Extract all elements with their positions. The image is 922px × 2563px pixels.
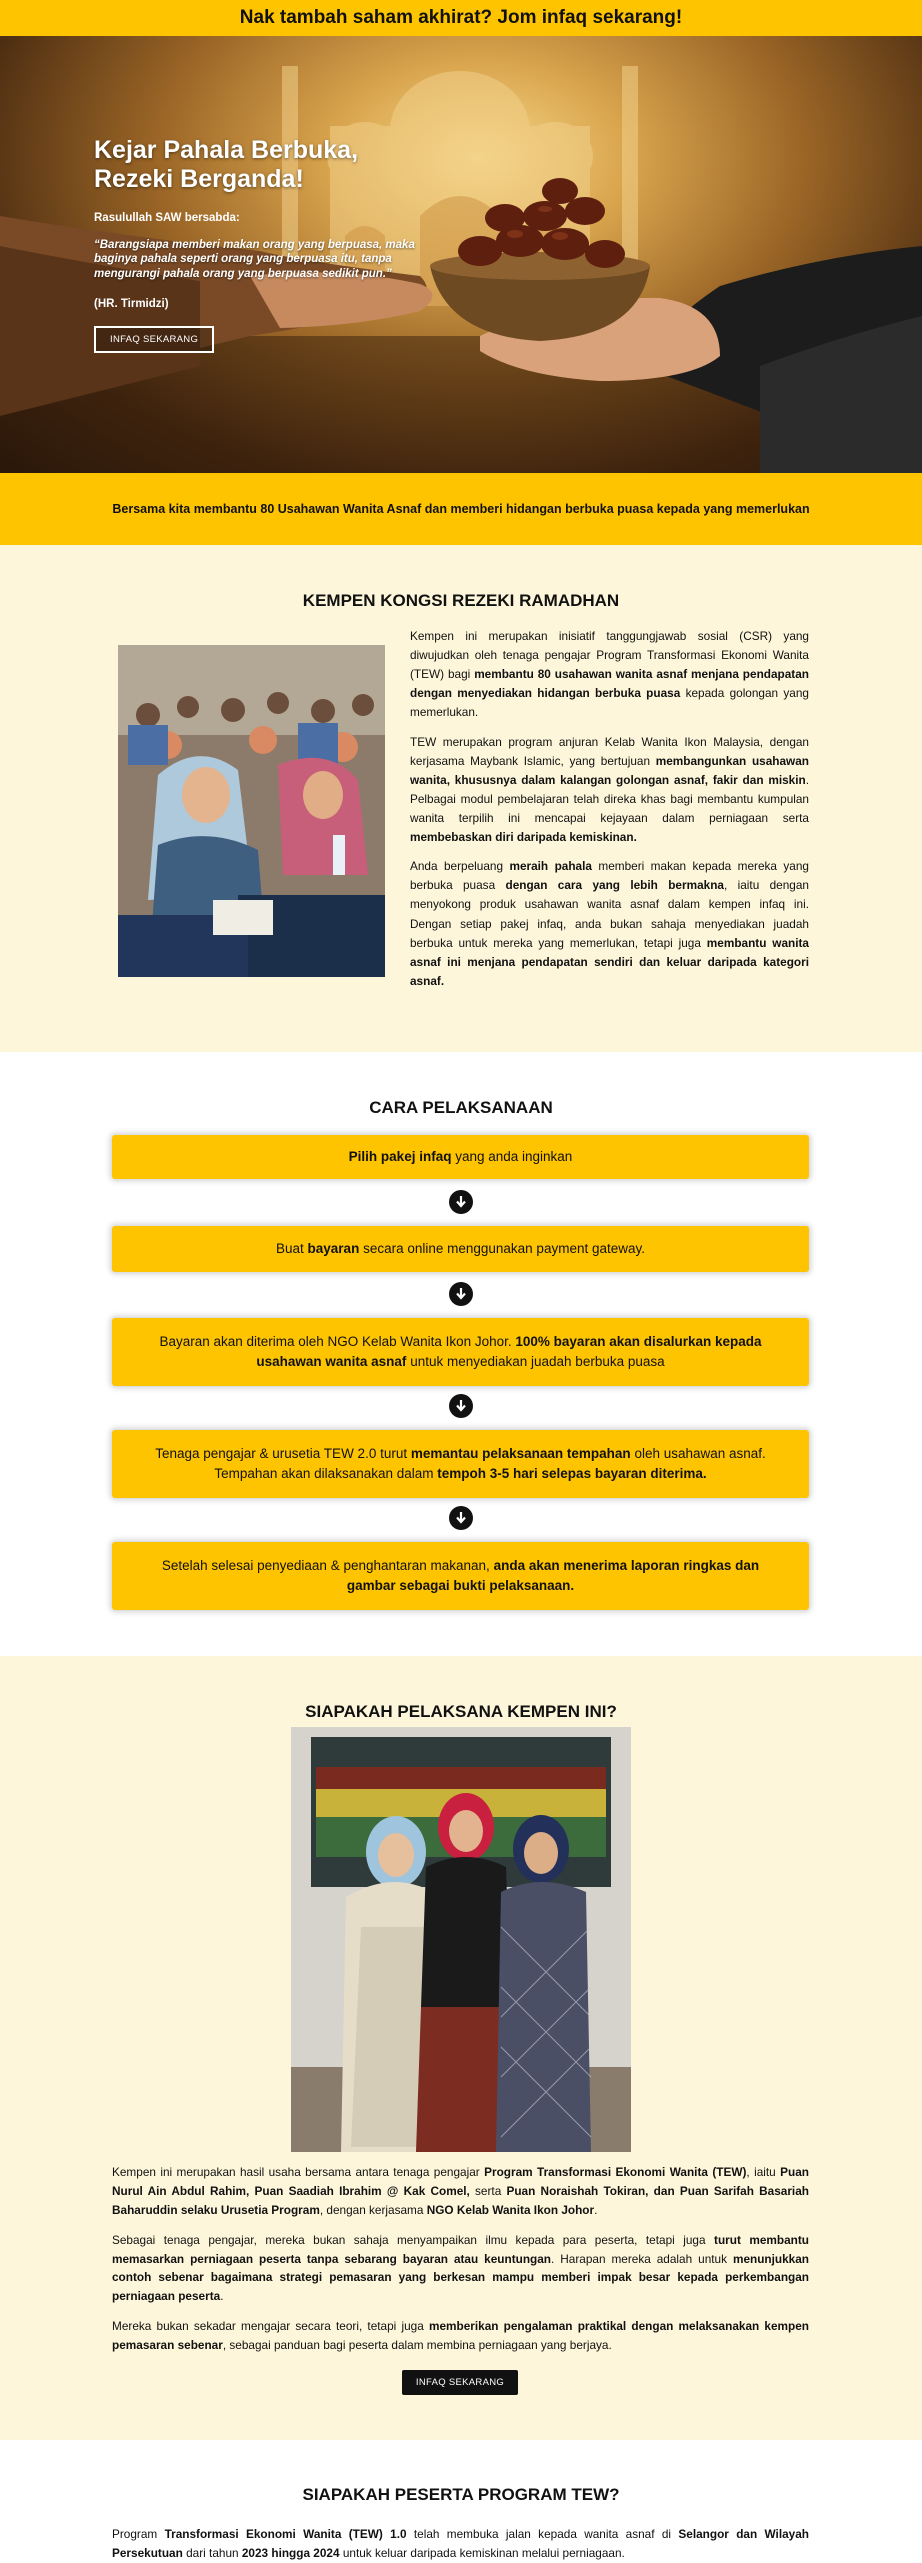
text: , dengan kerjasama [319,2202,427,2217]
text: , sebagai panduan bagi peserta dalam membina perniagaan yang berjaya. [222,2338,612,2352]
text-strong: Program Transformasi Ekonomi Wanita (TEW) [484,2165,747,2179]
text-strong: membantu wanita asnaf ini menjana pendapatan sendiri dan keluar daripada kategori asnaf. [410,935,809,988]
text-strong: membantu 80 usahawan wanita asnaf menjana pendapatan dengan menyediakan hidangan berbuka puasa [410,667,809,701]
step-2 [112,1226,809,1272]
text-strong: menunjukkan contoh sebenar bagaimana strategi pemasaran yang berkesan mampu memberi impak besar kepada perkembangan perniagaan peserta [112,2251,809,2304]
organizers-description [112,2163,809,2366]
text: untuk menyediakan juadah berbuka puasa [406,1354,665,1369]
text-strong: meraih pahala [509,859,592,874]
hero-title-line-2: Rezeki Berganda! [94,164,304,193]
mission-strip [0,473,922,545]
text-strong: Puan Noraishah Tokiran, dan Puan Sarifah Basariah Baharuddin selaku Urusetia Program [112,2183,809,2217]
text-strong: Transformasi Ekonomi Wanita (TEW) 1.0 [164,2527,407,2541]
text: dari tahun [182,2545,242,2560]
hadith-citation: (HR. Tirmidzi) [94,298,169,311]
text-strong: membebaskan diri daripada kemiskinan. [410,830,637,845]
text-strong: Selangor dan Wilayah Persekutuan [112,2527,809,2560]
announcement-bar [0,0,922,36]
text: Kempen ini merupakan inisiatif tanggungjawab sosial (CSR) yang diwujudkan oleh tenaga pengajar Program Transformasi Ekonomi Wanita (TEW) bagi [410,629,809,682]
text: Anda berpeluang [410,859,510,874]
text: serta [469,2183,507,2198]
arrow-down-circle-icon [449,1190,473,1214]
hero-content [94,136,434,353]
organizers-paragraph-3 [112,2317,809,2355]
campaign-paragraph-1 [410,627,809,723]
text-strong: dengan cara yang lebih bermakna [505,878,724,893]
text-strong: memberikan pengalaman praktikal dengan melaksanakan kempen pemasaran sebenar [112,2319,809,2352]
text: . Pelbagai modul pembelajaran telah direka khas bagi membantu kumpulan wanita terpilih ini mencapai kejayaan dalam perniagaan serta [410,772,809,825]
text: Setelah selesai penyediaan & penghantaran makanan, [161,1558,494,1574]
hadith-quote: “Barangsiapa memberi makan orang yang berpuasa, maka baginya pahala seperti orang yang berpuasa itu, tanpa mengurangi pahala orang yang berpuasa sedikit pun.” [94,238,415,281]
text-strong: memantau pelaksanaan tempahan [410,1446,631,1462]
text: Buat [276,1241,308,1257]
campaign-section [0,545,922,1052]
text: Bayaran akan diterima oleh NGO Kelab Wanita Ikon Johor. [159,1334,516,1350]
mission-text: Bersama kita membantu 80 Usahawan Wanita Asnaf dan memberi hidangan berbuka puasa kepada yang memerlukan [112,502,810,516]
organizers-title: SIAPAKAH PELAKSANA KEMPEN INI? [305,1702,617,1721]
text: , iaitu dengan menyokong produk usahawan wanita asnaf dalam kempen infaq ini. Dengan setiap pakej infaq, anda bukan sahaja menyediakan juadah berbuka untuk mereka yang memerlukan, tetapi juga [410,878,809,950]
arrow-down-circle-icon [449,1506,473,1530]
text: memberi makan kepada mereka yang berbuka puasa [410,859,809,893]
arrow-down-circle-icon [449,1394,473,1418]
text-strong: Pilih pakej infaq [348,1149,452,1165]
organizers-infaq-button[interactable]: INFAQ SEKARANG [402,2370,518,2395]
text: . [594,2202,598,2217]
campaign-paragraph-3 [410,857,809,991]
text: . Harapan mereka adalah untuk [551,2251,733,2266]
text: telah membuka jalan kepada wanita asnaf di [406,2527,679,2541]
organizers-paragraph-2 [112,2231,809,2307]
workshop-photo [118,645,385,977]
campaign-title: KEMPEN KONGSI REZEKI RAMADHAN [302,591,620,610]
how-it-works-section [0,1052,922,1656]
hero-title-line-1: Kejar Pahala Berbuka, [94,136,359,164]
text-strong: Puan Nurul Ain Abdul Rahim, Puan Saadiah Ibrahim @ Kak Comel, [112,2165,809,2198]
step-4 [112,1430,809,1498]
text-strong: 100% bayaran akan disalurkan kepada usahawan wanita asnaf [256,1334,762,1369]
text: Mereka bukan sekadar mengajar secara teori, tetapi juga [112,2319,429,2334]
organizers-photo [291,1727,631,2152]
hero-infaq-button[interactable]: INFAQ SEKARANG [94,326,214,353]
text-strong: membangunkan usahawan wanita, khususnya dalam kalangan golongan asnaf, fakir dan miskin [410,753,809,787]
organizers-paragraph-1 [112,2163,809,2220]
text-strong: turut membantu memasarkan perniagaan peserta tanpa sebarang bayaran atau keuntungan [112,2232,809,2266]
text-strong: NGO Kelab Wanita Ikon Johor [426,2202,595,2217]
text: kepada golongan yang memerlukan. [410,686,809,720]
text: oleh usahawan asnaf. Tempahan akan dilaksanakan dalam [214,1446,766,1481]
step-5 [112,1542,809,1610]
text: untuk keluar daripada kemiskinan melalui perniagaan. [339,2545,625,2560]
participants-title: SIAPAKAH PESERTA PROGRAM TEW? [302,2485,620,2504]
text: , iaitu [746,2165,781,2179]
text: Program [112,2527,165,2541]
text: Sebagai tenaga pengajar, mereka bukan sahaja menyampaikan ilmu kepada para peserta, tetapi juga [112,2232,715,2247]
text-strong: anda akan menerima laporan ringkas dan gambar sebagai bukti pelaksanaan. [346,1558,760,1593]
hero-banner [0,36,922,473]
arrow-down-circle-icon [449,1282,473,1306]
hero-title [94,136,434,194]
step-1 [112,1135,809,1179]
text: Kempen ini merupakan hasil usaha bersama antara tenaga pengajar [112,2165,485,2179]
participants-section [0,2440,922,2560]
hero-subtitle: Rasulullah SAW bersabda: [94,211,240,224]
text: yang anda inginkan [451,1149,573,1165]
text-strong: 2023 hingga 2024 [241,2545,340,2560]
text-strong: tempoh 3-5 hari selepas bayaran diterima. [437,1466,707,1481]
text-strong: bayaran [307,1241,360,1257]
step-3 [112,1318,809,1386]
participants-description [112,2525,809,2563]
organizers-section [0,1656,922,2440]
participants-paragraph-1 [112,2525,809,2563]
how-it-works-title: CARA PELAKSANAAN [369,1098,553,1117]
text: . [220,2289,224,2304]
text: TEW merupakan program anjuran Kelab Wanita Ikon Malaysia, dengan kerjasama Maybank Islamic, yang bertujuan [410,734,809,768]
campaign-paragraph-2 [410,733,809,848]
campaign-description [410,627,809,1001]
announcement-headline: Nak tambah saham akhirat? Jom infaq sekarang! [239,7,683,28]
text: Tenaga pengajar & urusetia TEW 2.0 turut [155,1446,411,1462]
text: secara online menggunakan payment gateway. [359,1241,645,1257]
